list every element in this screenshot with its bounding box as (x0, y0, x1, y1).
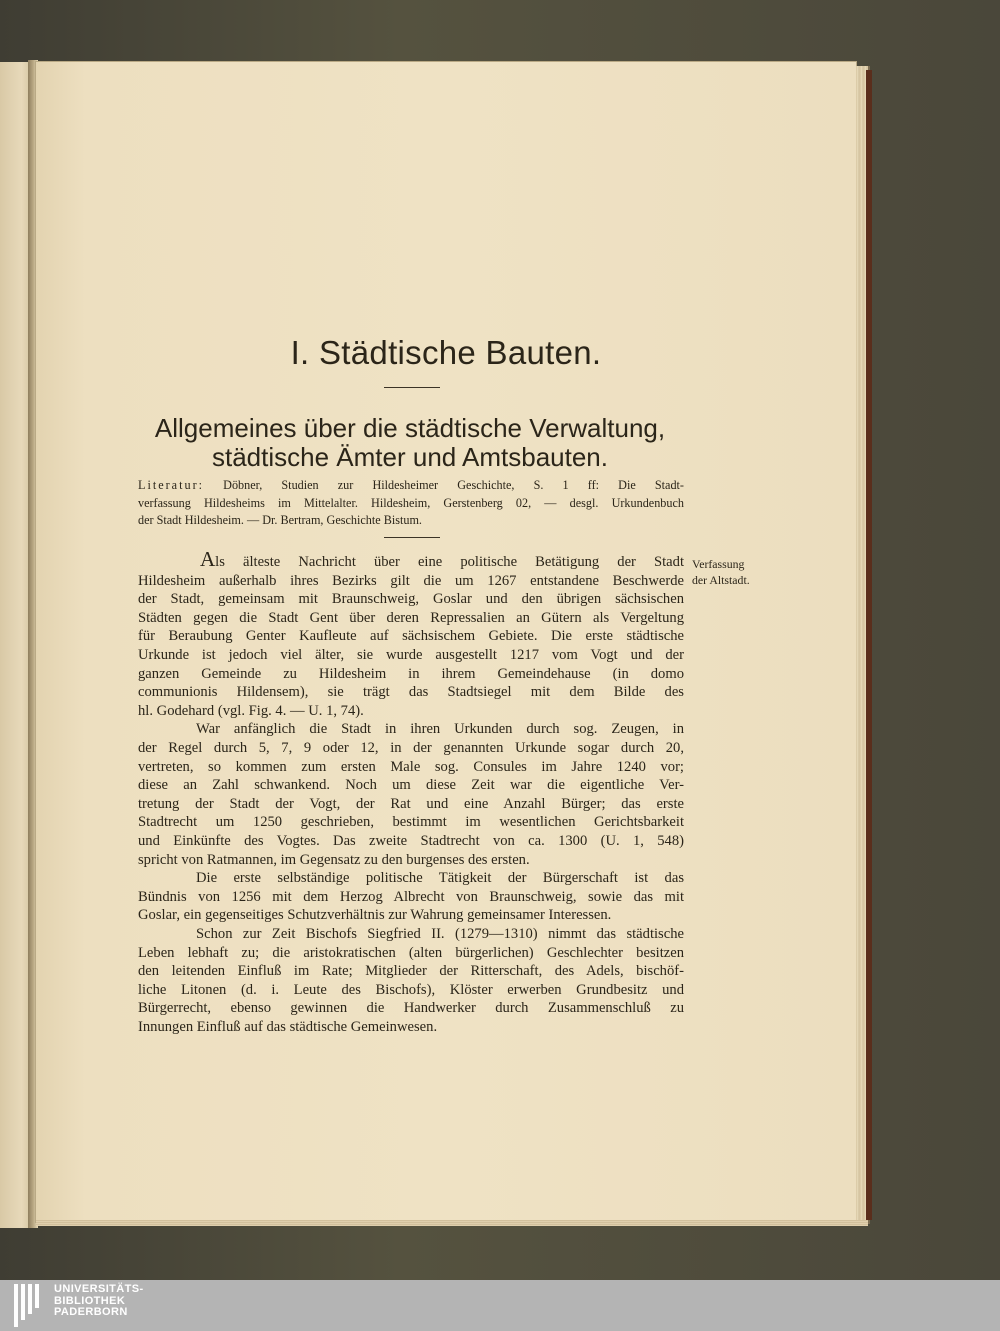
body-line-text: hl. Godehard (vgl. Fig. 4. — U. 1, 74). (138, 702, 364, 719)
body-line-text: ls älteste Nachricht über eine politische Betätigung der Stadt (215, 554, 684, 570)
body-line (138, 999, 684, 1018)
body-line-text: communionis Hildensem), sie trägt das Stadtsiegel mit dem Bilde des (138, 684, 684, 701)
body-line (138, 720, 684, 739)
library-footer (0, 1280, 1000, 1331)
body-line-text: vertreten, so kommen zum ersten Male sog. Consules im Jahre 1240 vor; (138, 758, 684, 775)
body-line (138, 590, 684, 609)
body-line-text: Goslar, ein gegenseitiges Schutzverhältnis zur Wahrung gemeinsamer Interessen. (138, 907, 612, 924)
body-line (138, 739, 684, 758)
body-line-text: Leben lebhaft zu; die aristokratischen (alten bürgerlichen) Geschlechter besitzen (138, 944, 684, 961)
section-title-line-1: Allgemeines über die städtische Verwaltung, (154, 413, 666, 443)
literature-line-1 (138, 476, 684, 494)
body-line (138, 758, 684, 777)
literature-line-3: der Stadt Hildesheim. — Dr. Bertram, Geschichte Bistum. (138, 513, 422, 527)
library-name-line-1: UNIVERSITÄTS- (54, 1283, 144, 1295)
body-line-text: War anfänglich die Stadt in ihren Urkunden durch sog. Zeugen, in (196, 721, 684, 738)
body-line-text: liche Litonen (d. i. Leute des Bischofs), Klöster erwerben Grundbesitz und (138, 981, 684, 998)
literature-text-1: Döbner, Studien zur Hildesheimer Geschichte, S. 1 ff: Die Stadt- (204, 478, 684, 492)
body-line-text: Die erste selbständige politische Tätigkeit der Bürgerschaft ist das (196, 870, 684, 887)
body-line (138, 851, 684, 870)
body-line (138, 683, 684, 702)
body-line (138, 813, 684, 832)
page-bottom-edge (36, 1220, 868, 1226)
body-line-text: Bürgerrecht, ebenso gewinnen die Handwerker durch Zusammenschluß zu (138, 1000, 684, 1017)
library-logo-icon (14, 1284, 44, 1327)
chapter-title: I. Städtische Bauten. (290, 334, 602, 371)
body-line (138, 906, 684, 925)
body-line-text: tretung der Stadt der Vogt, der Rat und eine Anzahl Bürger; das erste (138, 795, 684, 812)
body-line-text: der Stadt, gemeinsam mit Braunschweig, Goslar und den übrigen sächsischen (138, 591, 684, 608)
body-line (138, 1018, 684, 1037)
body-line-text: Stadtrecht um 1250 geschrieben, bestimmt im wesentlichen Gerichtsbarkeit (138, 814, 684, 831)
body-line (138, 776, 684, 795)
body-line (138, 925, 684, 944)
body-line (138, 981, 684, 1000)
body-line (138, 646, 684, 665)
body-line (138, 832, 684, 851)
drop-initial: A (200, 547, 216, 571)
body-line-text: Hildesheim außerhalb ihres Bezirks gilt die um 1267 entstandene Beschwerde (138, 572, 684, 589)
body-line (138, 962, 684, 981)
literature-label: Literatur: (138, 478, 205, 492)
body-line (138, 795, 684, 814)
body-line (138, 702, 684, 721)
library-name-line-2: BIBLIOTHEK (54, 1294, 126, 1307)
body-line-text: Schon zur Zeit Bischofs Siegfried II. (1279—1310) nimmt das städtische (196, 926, 684, 942)
body-line-text: den leitenden Einfluß im Rate; Mitglieder der Ritterschaft, des Adels, bischöf- (138, 963, 684, 980)
body-line-text: diese an Zahl schwankend. Noch um diese Zeit war die eigentliche Ver- (138, 777, 684, 794)
literature-line-2: verfassung Hildesheims im Mittelalter. Hildesheim, Gerstenberg 02, — desgl. Urkundenbuch (138, 496, 684, 510)
body-line (138, 547, 684, 572)
body-line-text: Urkunde ist jedoch viel älter, sie wurde ausgestellt 1217 vom Vogt und der (138, 647, 684, 663)
margin-note-line-1: Verfassung (692, 557, 745, 571)
body-line-text: und Einkünfte des Vogtes. Das zweite Stadtrecht von ca. 1300 (U. 1, 548) (138, 833, 684, 849)
title-divider (384, 387, 440, 388)
body-line-text: spricht von Ratmannen, im Gegensatz zu den burgenses des ersten. (138, 851, 530, 868)
body-line (138, 888, 684, 907)
book-cover-edge (866, 70, 872, 1220)
body-line-text: der Regel durch 5, 7, 9 oder 12, in der genannten Urkunde sogar durch 20, (138, 740, 684, 756)
library-name-line-3: PADERBORN (54, 1306, 128, 1318)
library-name (54, 1284, 144, 1319)
section-divider (384, 537, 440, 538)
body-line (138, 627, 684, 646)
body-line-text: Bündnis von 1256 mit dem Herzog Albrecht von Braunschweig, sowie das mit (138, 888, 684, 905)
body-line-text: ganzen Gemeinde zu Hildesheim in ihrem Gemeindehause (in domo (138, 665, 684, 682)
body-line-text: Städten gegen die Stadt Gent über deren Repressalien an Gütern als Vergeltung (138, 609, 684, 626)
margin-note-line-2: der Altstadt. (692, 573, 750, 587)
body-line (138, 944, 684, 963)
section-title-line-2: städtische Ämter und Amtsbauten. (212, 442, 608, 472)
body-line-text: für Beraubung Genter Kaufleute auf sächsischem Gebiete. Die erste städtische (138, 628, 684, 645)
body-line-text: Innungen Einfluß auf das städtische Gemeinwesen. (138, 1019, 438, 1035)
body-line (138, 665, 684, 684)
body-line (138, 572, 684, 591)
body-line (138, 869, 684, 888)
body-line (138, 609, 684, 628)
